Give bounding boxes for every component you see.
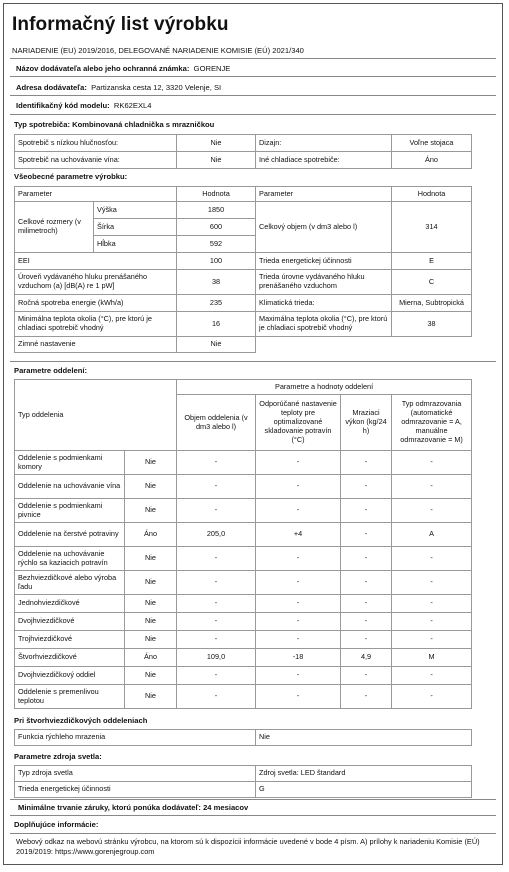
- height-value: 1850: [177, 202, 256, 219]
- noise-level-value: 38: [177, 270, 256, 295]
- compartment-volume: -: [177, 613, 256, 631]
- energy-class-value: E: [392, 253, 472, 270]
- compartment-defrost-type: -: [392, 499, 472, 523]
- column-header: Objem oddelenia (v dm3 alebo l): [177, 395, 256, 451]
- compartment-name: Oddelenie s podmienkami komory: [15, 451, 125, 475]
- divider: [10, 799, 496, 800]
- table-row: [15, 270, 472, 295]
- depth-label: Hĺbka: [94, 236, 177, 253]
- compartment-present: Nie: [125, 451, 177, 475]
- table-row: [15, 571, 472, 595]
- model-id-value: RK62EXL4: [113, 101, 152, 110]
- compartment-present: Nie: [125, 667, 177, 685]
- compartment-temperature: -: [256, 475, 341, 499]
- table-row: [15, 649, 472, 667]
- compartment-defrost-type: -: [392, 613, 472, 631]
- table-header-row: [15, 187, 472, 202]
- compartment-present: Nie: [125, 547, 177, 571]
- compartment-present: Nie: [125, 613, 177, 631]
- compartment-name: Jednohviezdičkové: [15, 595, 125, 613]
- table-row: [15, 337, 472, 353]
- min-ambient-label: Minimálna teplota okolia (°C), pre ktorú je chladiaci spotrebič vhodný: [15, 312, 177, 337]
- additional-info-text: Webový odkaz na webovú stránku výrobcu, na ktorom sú k dispozícii informácie uvedené v bode 4 písm. A) prílohy k nariadeniu Komisie (EÚ) 2019/2019: https://www.gorenjegroup.com: [16, 837, 480, 856]
- compartment-volume: -: [177, 451, 256, 475]
- table-row: [15, 595, 472, 613]
- supplier-name-row: [16, 64, 230, 73]
- compartment-defrost-type: -: [392, 571, 472, 595]
- dimensions-label: Celkové rozmery (v milimetroch): [15, 202, 94, 253]
- total-volume-label: Celkový objem (v dm3 alebo l): [256, 202, 392, 253]
- table-row: [15, 475, 472, 499]
- light-class-label: Trieda energetickej účinnosti: [15, 782, 256, 798]
- compartment-temperature: -: [256, 451, 341, 475]
- total-volume-value: 314: [392, 202, 472, 253]
- compartment-defrost-type: -: [392, 631, 472, 649]
- column-header: Typ odmrazovania (automatické odmrazovanie = A, manuálne odmrazovanie = M): [392, 395, 472, 451]
- design-label: Dizajn:: [256, 135, 392, 152]
- winter-setting-label: Zimné nastavenie: [15, 337, 177, 353]
- compartment-type-header: Typ oddelenia: [15, 380, 177, 451]
- appliance-type-table: [14, 134, 472, 169]
- compartment-name: Bezhviezdičkové alebo výroba ľadu: [15, 571, 125, 595]
- table-row: [15, 547, 472, 571]
- other-refrigerating-label: Iné chladiace spotrebiče:: [256, 152, 392, 169]
- warranty-text: Minimálne trvanie záruky, ktorú ponúka dodávateľ: 24 mesiacov: [18, 803, 249, 812]
- four-star-heading: Pri štvorhviezdičkových oddeleniach: [14, 716, 148, 725]
- compartments-heading: Parametre oddelení:: [14, 366, 88, 375]
- compartment-freezing-capacity: -: [341, 475, 392, 499]
- compartment-freezing-capacity: -: [341, 631, 392, 649]
- compartment-present: Nie: [125, 499, 177, 523]
- height-label: Výška: [94, 202, 177, 219]
- column-header: Parameter: [256, 187, 392, 202]
- fast-freeze-value: Nie: [256, 730, 472, 746]
- width-value: 600: [177, 219, 256, 236]
- compartment-volume: -: [177, 685, 256, 709]
- table-row: [15, 499, 472, 523]
- light-type-value: Zdroj svetla: LED štandard: [256, 766, 472, 782]
- table-header-row: [15, 380, 472, 395]
- compartments-table: [14, 379, 472, 709]
- climate-class-label: Klimatická trieda:: [256, 295, 392, 312]
- wine-storage-value: Nie: [177, 152, 256, 169]
- fast-freeze-label: Funkcia rýchleho mrazenia: [15, 730, 256, 746]
- compartment-defrost-type: -: [392, 595, 472, 613]
- low-noise-value: Nie: [177, 135, 256, 152]
- column-header: Mraziaci výkon (kg/24 h): [341, 395, 392, 451]
- compartment-params-header: Parametre a hodnoty oddelení: [177, 380, 472, 395]
- compartment-defrost-type: -: [392, 451, 472, 475]
- eei-value: 100: [177, 253, 256, 270]
- compartment-temperature: -18: [256, 649, 341, 667]
- compartment-freezing-capacity: -: [341, 571, 392, 595]
- compartment-freezing-capacity: -: [341, 685, 392, 709]
- supplier-name-value: GORENJE: [193, 64, 231, 73]
- compartment-freezing-capacity: -: [341, 499, 392, 523]
- compartment-temperature: -: [256, 631, 341, 649]
- compartment-temperature: -: [256, 499, 341, 523]
- min-ambient-value: 16: [177, 312, 256, 337]
- table-row: [15, 631, 472, 649]
- compartment-name: Štvorhviezdičkové: [15, 649, 125, 667]
- table-row: [15, 253, 472, 270]
- model-id-row: [16, 101, 151, 110]
- compartment-name: Oddelenie na uchovávanie rýchlo sa kaziacich potravín: [15, 547, 125, 571]
- compartment-volume: -: [177, 595, 256, 613]
- four-star-table: [14, 729, 472, 746]
- appliance-type-label: Typ spotrebiča:: [14, 120, 70, 129]
- table-row: [15, 312, 472, 337]
- column-header: Parameter: [15, 187, 177, 202]
- compartment-defrost-type: -: [392, 685, 472, 709]
- annual-energy-value: 235: [177, 295, 256, 312]
- compartment-volume: -: [177, 667, 256, 685]
- compartment-freezing-capacity: 4,9: [341, 649, 392, 667]
- divider: [10, 95, 496, 96]
- column-header: Odporúčané nastavenie teploty pre optimalizované skladovanie potravín (°C): [256, 395, 341, 451]
- compartment-name: Dvojhviezdičkové: [15, 613, 125, 631]
- appliance-type-value: Kombinovaná chladnička s mrazničkou: [72, 120, 215, 129]
- compartment-name: Oddelenie na uchovávanie vína: [15, 475, 125, 499]
- compartment-volume: -: [177, 475, 256, 499]
- table-row: [15, 730, 472, 746]
- product-information-sheet: [3, 3, 503, 865]
- light-source-heading: Parametre zdroja svetla:: [14, 752, 102, 761]
- compartment-present: Nie: [125, 571, 177, 595]
- supplier-name-label: Názov dodávateľa alebo jeho ochranná známka:: [16, 64, 190, 73]
- compartment-temperature: -: [256, 571, 341, 595]
- compartment-present: Áno: [125, 649, 177, 667]
- compartment-temperature: -: [256, 667, 341, 685]
- depth-value: 592: [177, 236, 256, 253]
- compartment-present: Nie: [125, 685, 177, 709]
- divider: [10, 58, 496, 59]
- table-row: [15, 766, 472, 782]
- additional-info-heading: Doplňujúce informácie:: [14, 820, 99, 829]
- supplier-address-label: Adresa dodávateľa:: [16, 83, 87, 92]
- compartment-freezing-capacity: -: [341, 667, 392, 685]
- table-row: [15, 295, 472, 312]
- compartment-volume: -: [177, 499, 256, 523]
- light-type-label: Typ zdroja svetla: [15, 766, 256, 782]
- compartment-name: Oddelenie s premenlivou teplotou: [15, 685, 125, 709]
- table-row: [15, 135, 472, 152]
- compartment-defrost-type: -: [392, 547, 472, 571]
- compartment-name: Oddelenie na čerstvé potraviny: [15, 523, 125, 547]
- compartment-present: Nie: [125, 631, 177, 649]
- compartment-present: Áno: [125, 523, 177, 547]
- divider: [10, 815, 496, 816]
- table-row: [15, 152, 472, 169]
- page-title: Informačný list výrobku: [12, 14, 229, 35]
- winter-setting-value: Nie: [177, 337, 256, 353]
- compartment-name: Oddelenie s podmienkami pivnice: [15, 499, 125, 523]
- compartment-name: Dvojhviezdičkový oddiel: [15, 667, 125, 685]
- light-source-table: [14, 765, 472, 798]
- table-row: [15, 667, 472, 685]
- appliance-type-row: [14, 120, 214, 129]
- compartment-present: Nie: [125, 475, 177, 499]
- compartment-defrost-type: -: [392, 667, 472, 685]
- supplier-address-value: Partizanska cesta 12, 3320 Velenje, SI: [91, 83, 222, 92]
- table-row: [15, 523, 472, 547]
- noise-class-label: Trieda úrovne vydávaného hluku prenášaného vzduchom: [256, 270, 392, 295]
- compartment-temperature: -: [256, 613, 341, 631]
- compartment-name: Trojhviezdičkové: [15, 631, 125, 649]
- column-header: Hodnota: [177, 187, 256, 202]
- compartment-temperature: -: [256, 547, 341, 571]
- divider: [10, 833, 496, 834]
- compartment-temperature: +4: [256, 523, 341, 547]
- compartment-volume: -: [177, 571, 256, 595]
- model-id-label: Identifikačný kód modelu:: [16, 101, 110, 110]
- table-row: [15, 613, 472, 631]
- compartment-temperature: -: [256, 595, 341, 613]
- max-ambient-value: 38: [392, 312, 472, 337]
- design-value: Voľne stojaca: [392, 135, 472, 152]
- compartment-defrost-type: A: [392, 523, 472, 547]
- compartment-defrost-type: M: [392, 649, 472, 667]
- compartment-freezing-capacity: -: [341, 523, 392, 547]
- compartment-temperature: -: [256, 685, 341, 709]
- compartment-present: Nie: [125, 595, 177, 613]
- general-params-heading: Všeobecné parametre výrobku:: [14, 172, 128, 181]
- max-ambient-label: Maximálna teplota okolia (°C), pre ktorú je chladiaci spotrebič vhodný: [256, 312, 392, 337]
- compartment-volume: -: [177, 547, 256, 571]
- noise-level-label: Úroveň vydávaného hluku prenášaného vzduchom (a) [dB(A) re 1 pW]: [15, 270, 177, 295]
- light-class-value: G: [256, 782, 472, 798]
- low-noise-label: Spotrebič s nízkou hlučnosťou:: [15, 135, 177, 152]
- compartment-freezing-capacity: -: [341, 613, 392, 631]
- compartment-freezing-capacity: -: [341, 547, 392, 571]
- eei-label: EEI: [15, 253, 177, 270]
- energy-class-label: Trieda energetickej účinnosti: [256, 253, 392, 270]
- noise-class-value: C: [392, 270, 472, 295]
- compartment-freezing-capacity: -: [341, 451, 392, 475]
- divider: [10, 361, 496, 362]
- table-row: [15, 451, 472, 475]
- annual-energy-label: Ročná spotreba energie (kWh/a): [15, 295, 177, 312]
- column-header: Hodnota: [392, 187, 472, 202]
- divider: [10, 114, 496, 115]
- width-label: Šírka: [94, 219, 177, 236]
- supplier-address-row: [16, 83, 221, 92]
- climate-class-value: Mierna, Subtropická: [392, 295, 472, 312]
- compartment-volume: -: [177, 631, 256, 649]
- table-row: [15, 202, 472, 219]
- table-row: [15, 782, 472, 798]
- compartment-defrost-type: -: [392, 475, 472, 499]
- compartment-volume: 109,0: [177, 649, 256, 667]
- regulation-reference: NARIADENIE (EU) 2019/2016, DELEGOVANÉ NARIADENIE KOMISIE (EÚ) 2021/340: [12, 46, 304, 55]
- compartment-volume: 205,0: [177, 523, 256, 547]
- general-params-table: [14, 186, 472, 353]
- wine-storage-label: Spotrebič na uchovávanie vína:: [15, 152, 177, 169]
- other-refrigerating-value: Áno: [392, 152, 472, 169]
- table-row: [15, 685, 472, 709]
- compartment-freezing-capacity: -: [341, 595, 392, 613]
- divider: [10, 76, 496, 77]
